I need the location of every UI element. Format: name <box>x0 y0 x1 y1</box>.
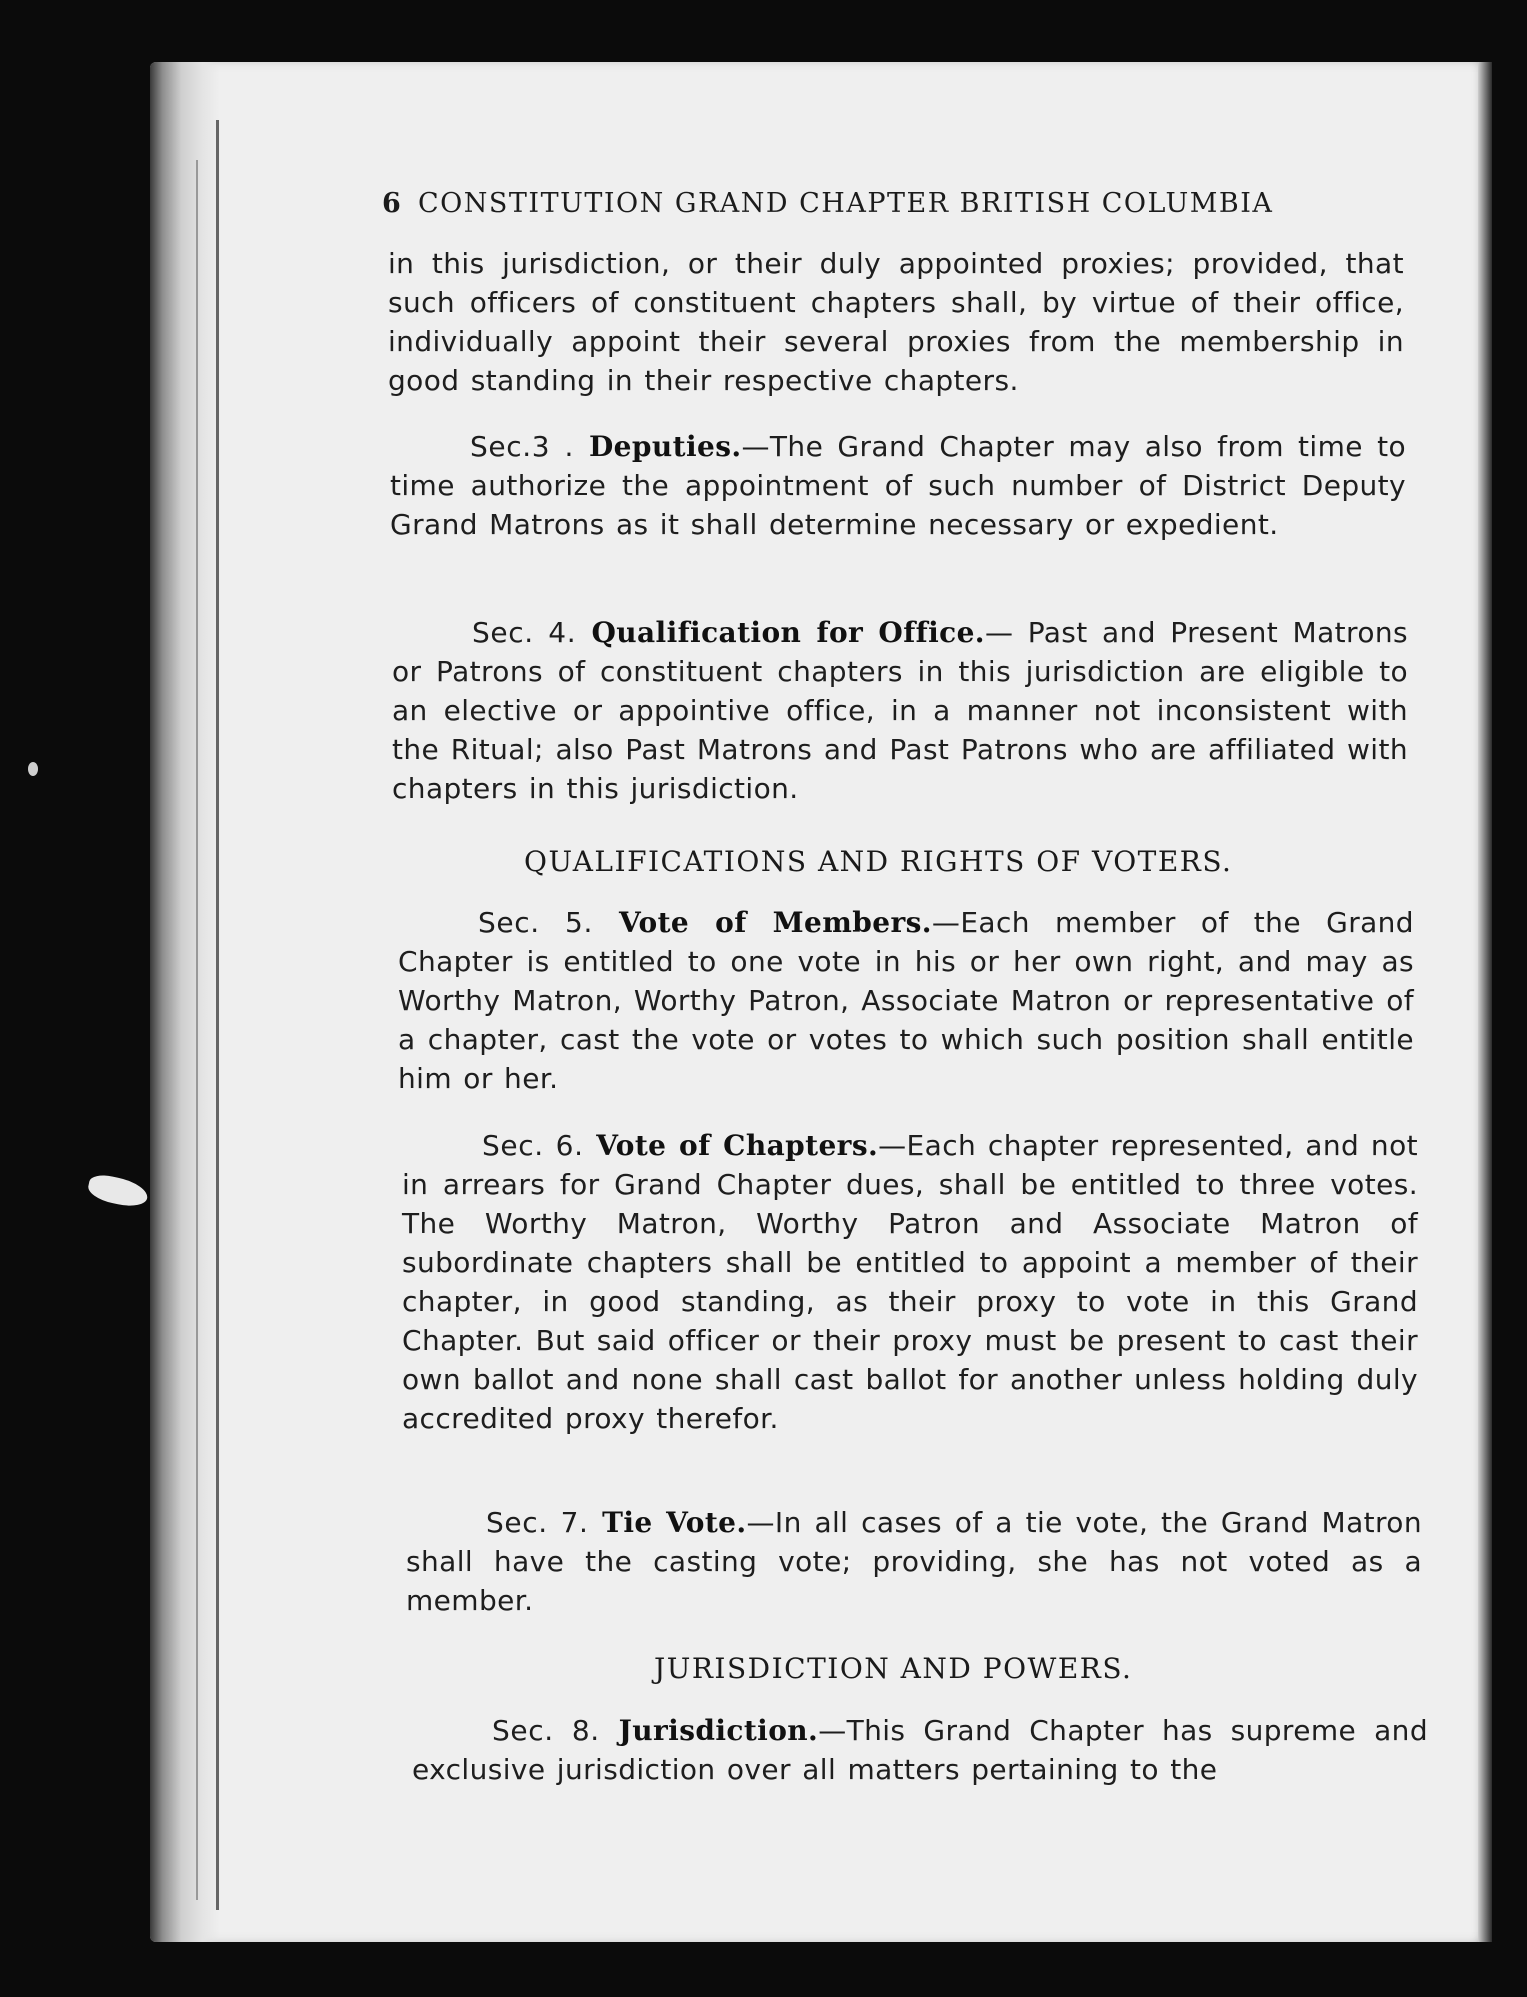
heading-jurisdiction: JURISDICTION AND POWERS. <box>654 1652 1133 1685</box>
section-heading: Qualification for Office. <box>591 616 985 649</box>
section-heading: Jurisdiction. <box>618 1714 819 1747</box>
running-head <box>382 188 1322 219</box>
heading-voters: QUALIFICATIONS AND RIGHTS OF VOTERS. <box>524 845 1233 878</box>
page-number: 6 <box>382 188 403 219</box>
section-heading: Vote of Members. <box>618 906 932 939</box>
section-text: — Past and Present Matrons or Patrons of constituent chapters in this jurisdiction are eligible to an elective or appointive office, in a manner not inconsistent with the Ritual; also Past Matrons and Past Patrons who are affiliated with chapters in this jurisdiction. <box>392 616 1408 805</box>
section-heading: Tie Vote. <box>602 1506 747 1539</box>
section-text: —Each chapter represented, and not in arrears for Grand Chapter dues, shall be entitled to three votes. The Worthy Matron, Worthy Patron and Associate Matron of subordinate chapters shall be entitled to appoint a member of their chapter, in good standing, as their proxy to vote in this Grand Chapter. But said officer or their proxy must be present to cast their own ballot and none shall cast ballot for another unless holding duly accredited proxy therefor. <box>402 1129 1418 1435</box>
paragraph-sec-4 <box>392 613 1408 808</box>
section-text: —Each member of the Grand Chapter is entitled to one vote in his or her own right, and may as Worthy Matron, Worthy Patron, Associate Matron or representative of a chapter, cast the vote or votes to which such position shall entitle him or her. <box>398 906 1414 1095</box>
paragraph-continuation: in this jurisdiction, or their duly appointed proxies; provided, that such officers of constituent chapters shall, by virtue of their office, individually appoint their several proxies from the membership in good standing in their respective chapters. <box>388 247 1404 397</box>
section-number: Sec.3 . <box>470 430 574 463</box>
section-number: Sec. 5. <box>478 906 593 939</box>
section-text: —This Grand Chapter has supreme and exclusive jurisdiction over all matters pertaining to the <box>412 1714 1428 1786</box>
section-number: Sec. 7. <box>486 1506 589 1539</box>
section-number: Sec. 6. <box>482 1129 584 1162</box>
paragraph-sec-8 <box>412 1711 1428 1789</box>
paragraph-sec-6 <box>402 1126 1418 1438</box>
section-heading: Deputies. <box>589 430 742 463</box>
section-number: Sec. 8. <box>492 1714 600 1747</box>
section-text: —The Grand Chapter may also from time to time authorize the appointment of such number of District Deputy Grand Matrons as it shall determine necessary or expedient. <box>390 430 1406 541</box>
section-heading: Vote of Chapters. <box>596 1129 879 1162</box>
section-text: —In all cases of a tie vote, the Grand Matron shall have the casting vote; providing, she has not voted as a member. <box>406 1506 1422 1617</box>
paragraph-sec-3 <box>390 427 1406 544</box>
paragraph-sec-7 <box>406 1503 1422 1620</box>
paragraph-sec-5 <box>398 903 1414 1098</box>
running-head-title: CONSTITUTION GRAND CHAPTER BRITISH COLUMBIA <box>418 188 1274 219</box>
section-number: Sec. 4. <box>472 616 577 649</box>
